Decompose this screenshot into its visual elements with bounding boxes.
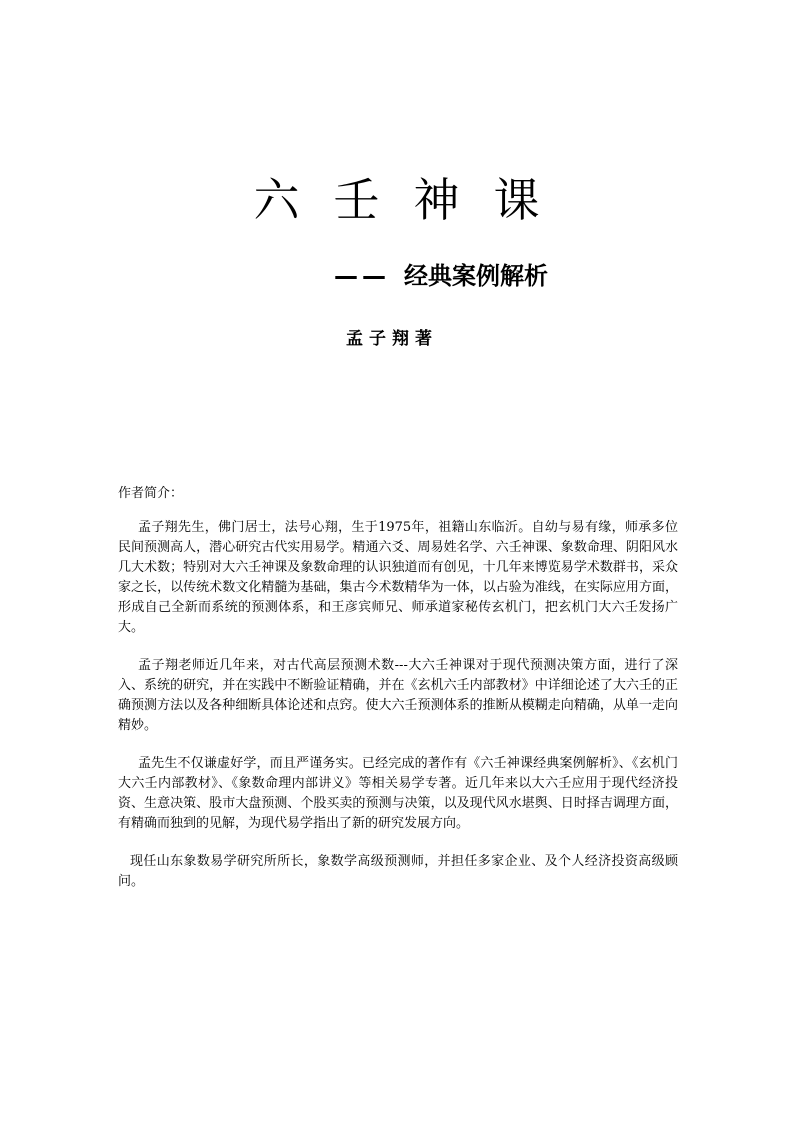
subtitle-text: 经典案例解析 — [404, 262, 548, 290]
bio-paragraph-3: 孟先生不仅谦虚好学，而且严谨务实。已经完成的著作有《六壬神课经典案例解析》、《玄机门大六壬内部教材》、《象数命理内部讲义》等相关易学专著。近几年来以大六壬应用于现代经济投资、生意决策、股市大盘预测、个股买卖的预测与决策，以及现代风水堪舆、日时择吉调理方面，有精确而独到的见解，为现代易学指出了新的研究发展方向。 — [118, 756, 678, 831]
main-title: 六壬神课 — [253, 173, 574, 227]
author-line: 孟子翔著 — [346, 329, 438, 349]
bio-paragraph-4: 现任山东象数易学研究所所长，象数学高级预测师，并担任多家企业、及个人经济投资高级顾问。 — [118, 854, 678, 889]
bio-paragraph-2: 孟子翔老师近几年来，对古代高层预测术数---大六壬神课对于现代预测决策方面，进行了深入、系统的研究，并在实践中不断验证精确，并在《玄机六壬内部教材》中详细论述了大六壬的正确预测方法以及各种细断具体论述和点窍。使大六壬预测体系的推断从模糊走向精确，从单一走向精妙。 — [118, 658, 678, 733]
bio-paragraph-1: 孟子翔先生，佛门居士，法号心翔，生于1975年，祖籍山东临沂。自幼与易有缘，师承多位民间预测高人，潜心研究古代实用易学。精通六爻、周易姓名学、六壬神课、象数命理、阴阳风水几大术数；特别对大六壬神课及象数命理的认识独道而有创见，十几年来博览易学术数群书，采众家之长，以传统术数文化精髓为基础，集古今术数精华为一体，以占验为准线，在实际应用方面，形成自己全新而系统的预测体系，和王彦宾师兄、师承道家秘传玄机门，把玄机门大六壬发扬广大。 — [118, 520, 678, 635]
subtitle-dash: —— — [334, 262, 390, 290]
subtitle — [334, 258, 548, 294]
bio-heading: 作者简介： — [118, 486, 184, 501]
author-bio-section — [118, 484, 678, 910]
